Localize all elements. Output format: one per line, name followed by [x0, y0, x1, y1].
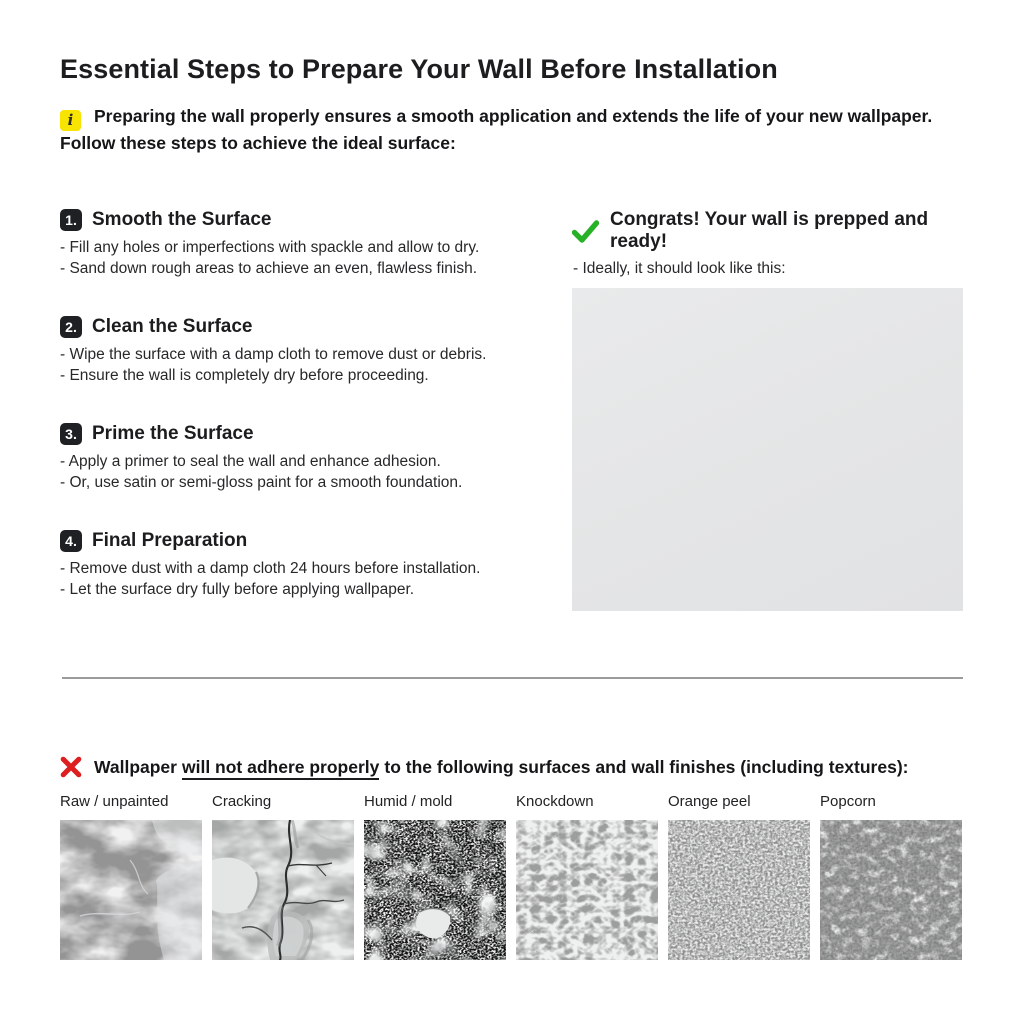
surface-popcorn	[820, 792, 962, 960]
result-panel	[572, 209, 963, 611]
step-number-badge: 4.	[60, 530, 82, 552]
result-subtitle: - Ideally, it should look like this:	[573, 260, 786, 277]
step-bullet: - Or, use satin or semi-gloss paint for a smooth foundation.	[60, 473, 463, 491]
surface-orange-peel	[668, 792, 810, 960]
surface-label: Humid / mold	[364, 793, 453, 810]
step-bullet: - Let the surface dry fully before applying wallpaper.	[60, 580, 415, 598]
surface-label: Cracking	[212, 793, 272, 810]
step-bullet: - Fill any holes or imperfections with spackle and allow to dry.	[60, 239, 480, 256]
surface-label: Popcorn	[820, 793, 876, 810]
result-title: Congrats! Your wall is prepped and ready!	[610, 209, 929, 252]
step-bullet: - Sand down rough areas to achieve an even, flawless finish.	[60, 259, 478, 277]
warning-text	[94, 755, 908, 779]
warning-section	[60, 755, 966, 960]
warning-suffix: to the following surfaces and wall finishes (including textures):	[384, 757, 909, 777]
popcorn-texture-image	[820, 820, 962, 960]
orange-peel-texture-image	[668, 820, 810, 960]
surface-knockdown	[516, 792, 658, 960]
warning-emphasis: will not adhere properly	[182, 757, 379, 780]
surface-label: Knockdown	[516, 793, 594, 810]
steps-list	[60, 209, 550, 637]
step-bullet: - Remove dust with a damp cloth 24 hours before installation.	[60, 560, 481, 577]
step-number-badge: 2.	[60, 316, 82, 338]
step-bullet: - Wipe the surface with a damp cloth to remove dust or debris.	[60, 346, 487, 363]
raw-unpainted-texture-image	[60, 820, 202, 960]
check-icon	[572, 220, 599, 243]
bad-surfaces-grid	[60, 792, 966, 960]
step-clean-surface	[60, 316, 550, 386]
step-title: Smooth the Surface	[92, 209, 272, 230]
section-divider	[62, 677, 963, 679]
info-icon: i	[60, 110, 81, 131]
intro-note	[60, 104, 966, 155]
surface-cracking	[212, 792, 354, 960]
intro-text: Preparing the wall properly ensures a smooth application and extends the life of your new wallpaper. Follow these steps to achieve the ideal surface:	[60, 106, 933, 153]
step-title: Clean the Surface	[92, 316, 253, 337]
warning-heading	[60, 755, 966, 779]
surface-label: Orange peel	[668, 793, 751, 810]
step-title: Prime the Surface	[92, 423, 254, 444]
surface-humid-mold	[364, 792, 506, 960]
surface-label: Raw / unpainted	[60, 793, 169, 810]
humid-mold-texture-image	[364, 820, 506, 960]
step-bullet: - Apply a primer to seal the wall and enhance adhesion.	[60, 453, 441, 470]
warning-prefix: Wallpaper	[94, 757, 177, 777]
knockdown-texture-image	[516, 820, 658, 960]
cracking-texture-image	[212, 820, 354, 960]
step-bullet: - Ensure the wall is completely dry before proceeding.	[60, 366, 429, 384]
step-smooth-surface	[60, 209, 550, 279]
step-number-badge: 3.	[60, 423, 82, 445]
surface-raw-unpainted	[60, 792, 202, 960]
step-prime-surface	[60, 423, 550, 493]
step-number-badge: 1.	[60, 209, 82, 231]
step-title: Final Preparation	[92, 530, 248, 551]
page-title: Essential Steps to Prepare Your Wall Before Installation	[60, 54, 778, 84]
step-final-preparation	[60, 530, 550, 600]
x-icon	[60, 756, 82, 778]
smooth-prepped-wall-image	[572, 288, 963, 611]
